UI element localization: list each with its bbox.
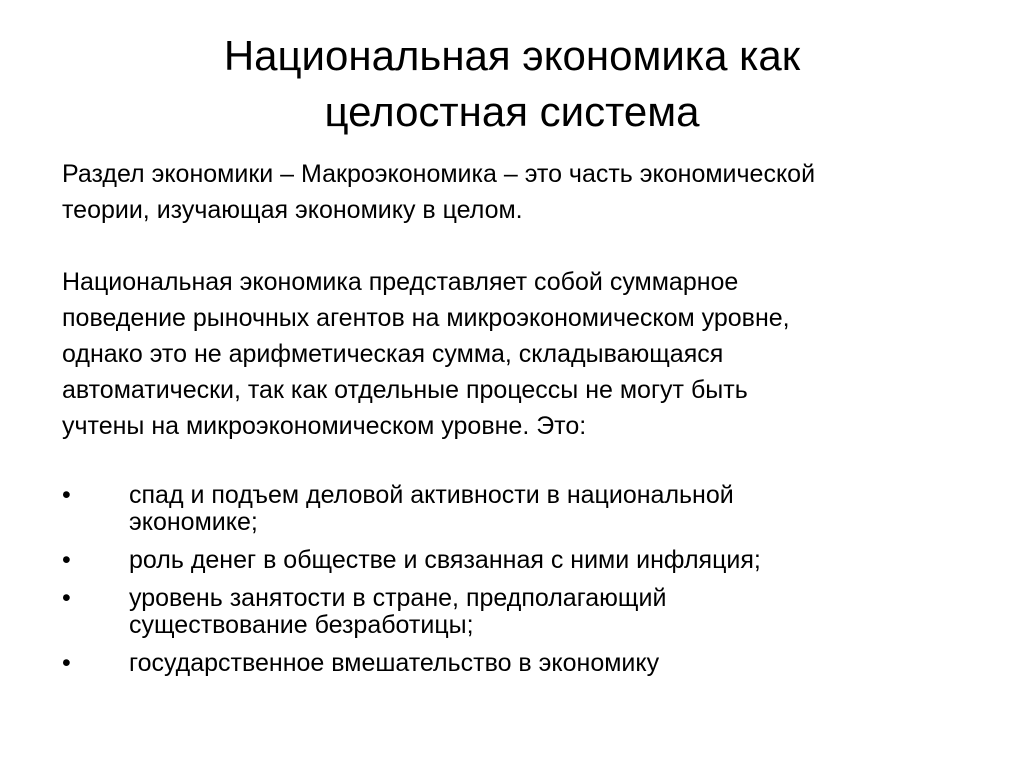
paragraph-line: Раздел экономики – Макроэкономика – это часть экономической — [62, 160, 816, 188]
title-line: целостная система — [324, 88, 700, 135]
paragraph-line: поведение рыночных агентов на микроэкономическом уровне, — [62, 304, 790, 332]
paragraph-line: автоматически, так как отдельные процессы не могут быть — [62, 376, 748, 404]
bullet-item — [62, 547, 982, 574]
bullet-line: спад и подъем деловой активности в национальной — [129, 481, 734, 509]
description-paragraph — [62, 264, 982, 444]
bullet-item — [62, 482, 982, 536]
bullet-icon: • — [62, 546, 71, 574]
title-line: Национальная экономика как — [223, 32, 801, 79]
bullet-item — [62, 650, 982, 677]
bullet-item — [62, 585, 982, 639]
bullet-icon: • — [62, 584, 71, 612]
bullet-line: роль денег в обществе и связанная с ними инфляция; — [129, 546, 761, 574]
paragraph-line: теории, изучающая экономику в целом. — [62, 196, 523, 224]
bullet-text — [129, 650, 982, 677]
bullet-text — [129, 547, 982, 574]
bullet-line: экономике; — [129, 508, 258, 536]
paragraph-line: однако это не арифметическая сумма, складывающаяся — [62, 340, 724, 368]
slide-title — [60, 28, 964, 140]
bullet-line: существование безработицы; — [129, 611, 474, 639]
bullet-icon: • — [62, 481, 71, 509]
definition-paragraph — [62, 156, 982, 228]
bullet-text — [129, 482, 982, 536]
bullet-line: уровень занятости в стране, предполагающий — [129, 584, 667, 612]
bullet-icon: • — [62, 649, 71, 677]
bullet-text — [129, 585, 982, 639]
paragraph-line: учтены на микроэкономическом уровне. Это: — [62, 412, 587, 440]
bullet-list — [62, 482, 982, 688]
bullet-line: государственное вмешательство в экономику — [129, 649, 660, 677]
paragraph-line: Национальная экономика представляет собой суммарное — [62, 268, 739, 296]
